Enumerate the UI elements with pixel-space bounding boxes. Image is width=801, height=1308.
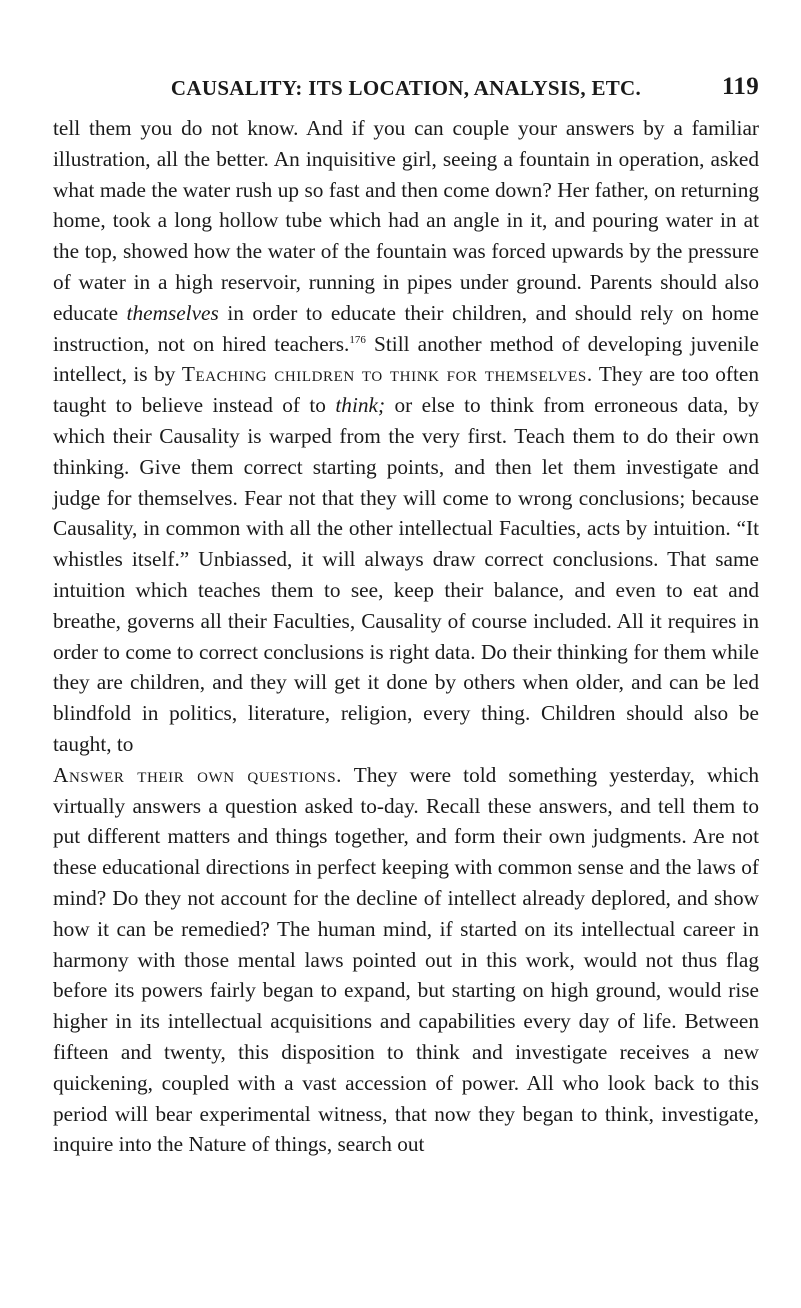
paragraph xyxy=(53,760,759,1160)
running-title: CAUSALITY: ITS LOCATION, ANALYSIS, ETC. xyxy=(170,76,642,100)
text-run: or else to think from erroneous data, by which their Causality is warped from the very first. Teach them to do their own thinking. Give them correct starting points, and then let them investigate and judge for themselves. Fear not that they will come to wrong conclusions; because Causality, in common with all the other intellectual Faculties, acts by intuition. “It whistles itself.” Unbiassed, it will always draw correct conclusions. That same intuition which teaches them to see, keep their balance, and even to eat and breathe, governs all their Faculties, Causality of course included. All it requires in order to come to correct conclusions is right data. Do their thinking for them while they are children, and they will get it done by others when older, and can be led blindfold in politics, literature, religion, every thing. Children should also be taught, to xyxy=(53,393,759,756)
text-run: in order to educate their children, and should rely on home instruction, not on hired teachers. xyxy=(53,300,759,356)
italic-text: think; xyxy=(335,393,386,418)
text-run: They were told something yesterday, which virtually answers a question asked to-day. Recall these answers, and tell them to put different matters and things together, and form their own judgments. Are not these educational directions in perfect keeping with common sense and the laws of mind? Do they not account for the decline of intellect already deplored, and show how it can be remedied? The human mind, if started on its intellectual career in harmony with those mental laws pointed out in this work, would not thus flag before its powers fairly began to expand, but starting on high ground, would rise higher in its intellectual acquisitions and capabilities every day of life. Between fifteen and twenty, this disposition to think and investigate receives a new quickening, coupled with a vast accession of power. All who look back to this period will bear experimental witness, that now they began to think, investigate, inquire into the Nature of things, search out xyxy=(53,762,759,1157)
footnote-ref: 176 xyxy=(349,333,366,346)
section-heading-teaching: Teaching children to think for themselves. xyxy=(181,362,593,387)
page-number: 119 xyxy=(721,73,759,100)
text-run: tell them you do not know. And if you can couple your answers by a familiar illustration, all the better. An inquisitive girl, seeing a fountain in operation, asked what made the water rush up so fast and then come down? Her father, on returning home, took a long hollow tube which had an angle in it, and pouring water in at the top, showed how the water of the fountain was forced upwards by the pressure of water in a high reservoir, running in pipes under ground. Parents should also educate xyxy=(53,116,759,325)
paragraph xyxy=(53,113,759,760)
text-run: They are too often taught to believe instead of to xyxy=(53,362,759,418)
italic-text: themselves xyxy=(126,300,219,325)
text-run: Still another method of developing juvenile intellect, is by xyxy=(53,331,759,387)
body-text xyxy=(53,113,759,1160)
running-head xyxy=(53,73,759,106)
section-heading-answer: Answer their own questions. xyxy=(53,762,343,787)
